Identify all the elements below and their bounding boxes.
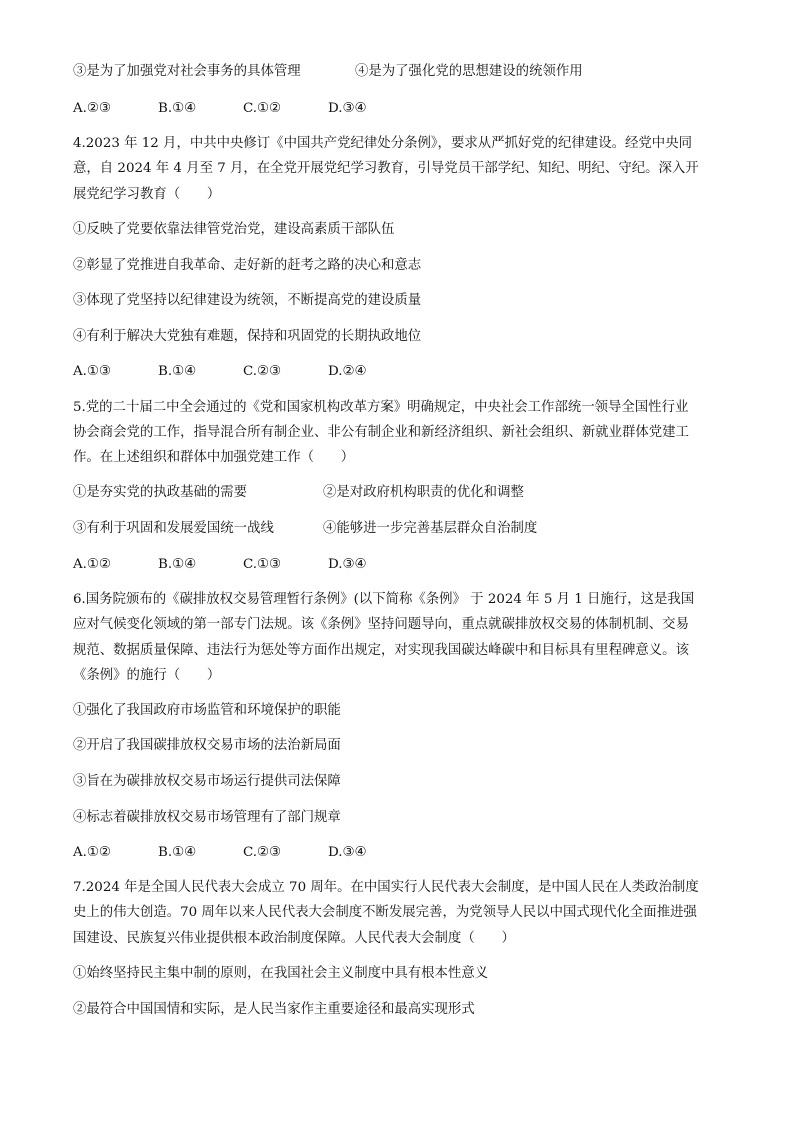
answer-choice: D.③④ xyxy=(328,845,367,860)
answer-choice: B.①④ xyxy=(158,557,197,572)
answer-choice: B.①④ xyxy=(158,364,197,379)
q4-stem-line: 展党纪学习教育（ ） xyxy=(73,187,221,202)
q6-option: ①强化了我国政府市场监管和环境保护的职能 xyxy=(73,703,341,718)
q4-option: ①反映了党要依靠法律管党治党，建设高素质干部队伍 xyxy=(73,222,395,237)
answer-choice: A.①③ xyxy=(73,364,111,379)
q3-options-row-2 xyxy=(73,62,583,82)
answer-choice: D.③④ xyxy=(328,557,367,572)
answer-choice: C.①③ xyxy=(243,557,282,572)
q6-stem-line: 6.国务院颁布的《碳排放权交易管理暂行条例》(以下简称《条例》 于 2024 年 5 月 1 日施行，这是我国 xyxy=(73,592,695,607)
q6-stem-line: 《条例》的施行（ ） xyxy=(73,668,221,683)
answer-choice: A.①② xyxy=(73,845,111,860)
q7-option: ②最符合中国国情和实际，是人民当家作主重要途径和最高实现形式 xyxy=(73,1002,475,1017)
q6-answers xyxy=(73,843,413,863)
q7-stem-line: 国建设、民族复兴伟业提供根本政治制度保障。人民代表大会制度（ ） xyxy=(73,931,515,946)
q4-stem-line: 4.2023 年 12 月，中共中央修订《中国共产党纪律处分条例》，要求从严抓好党的纪律建设。经党中央同 xyxy=(73,136,692,151)
answer-choice: D.②④ xyxy=(328,364,367,379)
q7-option: ①始终坚持民主集中制的原则，在我国社会主义制度中具有根本性意义 xyxy=(73,966,489,981)
q6-option: ②开启了我国碳排放权交易市场的法治新局面 xyxy=(73,738,341,753)
answer-choice: D.③④ xyxy=(328,101,367,116)
q5-stem-line: 作。在上述组织和群体中加强党建工作（ ） xyxy=(73,450,355,465)
answer-choice: A.②③ xyxy=(73,101,111,116)
q4-answers xyxy=(73,362,413,382)
q4-option: ②彰显了党推进自我革命、走好新的赶考之路的决心和意志 xyxy=(73,258,422,273)
answer-choice: B.①④ xyxy=(158,845,197,860)
q5-options-row-1 xyxy=(73,483,524,503)
q5-option-4: ④能够进一步完善基层群众自治制度 xyxy=(323,521,538,536)
q5-option-3: ③有利于巩固和发展爱国统一战线 xyxy=(73,521,274,536)
answer-choice: A.①② xyxy=(73,557,111,572)
q4-stem-line: 意，自 2024 年 4 月至 7 月，在全党开展党纪学习教育，引导党员干部学纪、知纪、明纪、守纪。深入开 xyxy=(73,161,699,176)
q5-option-2: ②是对政府机构职责的优化和调整 xyxy=(323,485,524,500)
answer-choice: C.①② xyxy=(243,101,282,116)
q5-stem-line: 协会商会党的工作，指导混合所有制企业、非公有制企业和新经济组织、新社会组织、新就业群体党建工 xyxy=(73,425,689,440)
answer-choice: B.①④ xyxy=(158,101,197,116)
q6-option: ③旨在为碳排放权交易市场运行提供司法保障 xyxy=(73,774,341,789)
answer-choice: C.②③ xyxy=(243,845,282,860)
q5-stem-line: 5.党的二十届二中全会通过的《党和国家机构改革方案》明确规定，中央社会工作部统一领导全国性行业 xyxy=(73,400,689,415)
q4-option: ③体现了党坚持以纪律建设为统领，不断提高党的建设质量 xyxy=(73,293,422,308)
q5-answers xyxy=(73,555,413,575)
q6-option: ④标志着碳排放权交易市场管理有了部门规章 xyxy=(73,810,341,825)
answer-choice: C.②③ xyxy=(243,364,282,379)
q5-option-1: ①是夯实党的执政基础的需要 xyxy=(73,485,248,500)
q5-options-row-2 xyxy=(73,519,537,539)
q3-option-4: ④是为了强化党的思想建设的统领作用 xyxy=(355,64,583,79)
q4-option: ④有利于解决大党独有难题，保持和巩固党的长期执政地位 xyxy=(73,329,422,344)
q6-stem-line: 规范、数据质量保障、违法行为惩处等方面作出规定，对实现我国碳达峰碳中和目标具有里程碑意义。该 xyxy=(73,643,689,658)
q6-stem-line: 应对气候变化领域的第一部专门法规。该《条例》坚持问题导向，重点就碳排放权交易的体制机制、交易 xyxy=(73,617,689,632)
q7-stem-line: 史上的伟大创造。70 周年以来人民代表大会制度不断发展完善，为党领导人民以中国式现代化全面推进强 xyxy=(73,905,697,920)
q3-option-3: ③是为了加强党对社会事务的具体管理 xyxy=(73,64,301,79)
q3-answers xyxy=(73,99,413,119)
q7-stem-line: 7.2024 年是全国人民代表大会成立 70 周年。在中国实行人民代表大会制度，是中国人民在人类政治制度 xyxy=(73,880,699,895)
